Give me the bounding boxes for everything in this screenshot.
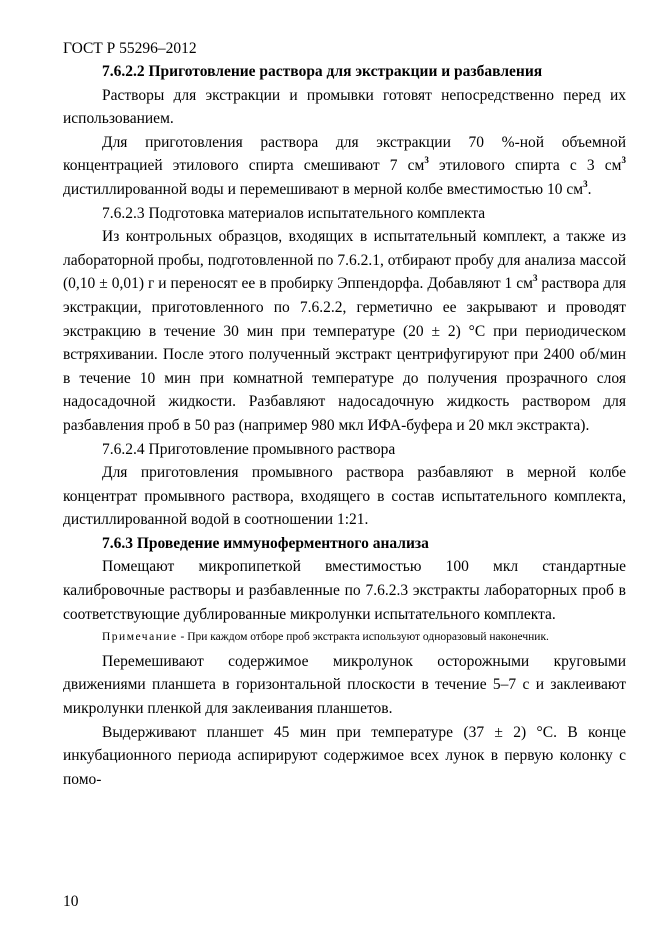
document-body <box>63 60 626 791</box>
paragraph-mixing: Перемешивают содержимое микролунок осторожными круговыми движениями планшета в горизонтальной плоскости в течение 5–7 с и заклеивают микролунки пленкой для заклеивания планшетов. <box>63 652 626 718</box>
paragraph-wash-solution: Для приготовления промывного раствора разбавляют в мерной колбе концентрат промывного раствора, входящего в состав испытательного комплекта, дистиллированной водой в соотношении 1:21. <box>63 464 626 529</box>
paragraph: Растворы для экстракции и промывки готовят непосредственно перед их использованием. <box>63 86 626 128</box>
standard-header: ГОСТ Р 55296–2012 <box>63 40 197 57</box>
note-label: Примечание <box>102 631 178 644</box>
paragraph-sample-prep: Из контрольных образцов, входящих в испытательный комплект, а также из лабораторной пробы, подготовленной по 7.6.2.1, отбирают пробу для анализа массой (0,10 ± 0,01) г и переносят ее в пробирку Эппендорфа. Добавляют 1 $см^3$ раствора для экстракции, приготовленного по 7.6.2.2, герметично ее закрывают и проводят экстракцию в течение 30 мин при температуре (20 ± 2) °С при периодическом встряхивании. После этого полученный экстракт центрифугируют при 2400 об/мин в течение 10 мин при комнатной температуре до получения прозрачного слоя надосадочной жидкости. Разбавляют надосадочную жидкость раствором для разбавления проб в 50 раз (например 980 мкл ИФА-буфера и 20 мкл экстракта). <box>63 228 626 434</box>
page-number: 10 <box>63 893 79 910</box>
paragraph-extraction-solution: Для приготовления раствора для экстракции 70 %-ной объемной концентрацией этилового спирта смешивают 7 $см^3$ этилового спирта с 3 $см^3$ дистиллированной воды и перемешивают в мерной колбе вместимостью 10 $см^3$. <box>63 133 626 198</box>
heading-7-6-2-2: 7.6.2.2 Приготовление раствора для экстракции и разбавления <box>102 63 543 80</box>
note-text: - При каждом отборе проб экстракта используют одноразовый наконечник. <box>177 631 549 644</box>
heading-7-6-2-3: 7.6.2.3 Подготовка материалов испытательного комплекта <box>102 204 486 222</box>
paragraph-pipetting: Помещают микропипеткой вместимостью 100 мкл стандартные калибровочные растворы и разбавленные по 7.6.2.3 экстракты лабораторных проб в соответствующие дублированные микролунки испытательного комплекта. <box>63 558 626 623</box>
paragraph-incubation: Выдерживают планшет 45 мин при температуре (37 ± 2) °С. В конце инкубационного периода аспирируют содержимое всех лунок в первую колонку с помо- <box>63 723 626 788</box>
heading-7-6-2-4: 7.6.2.4 Приготовление промывного раствора <box>102 440 396 458</box>
heading-7-6-3: 7.6.3 Проведение иммуноферментного анализа <box>102 534 429 552</box>
note <box>63 626 626 650</box>
